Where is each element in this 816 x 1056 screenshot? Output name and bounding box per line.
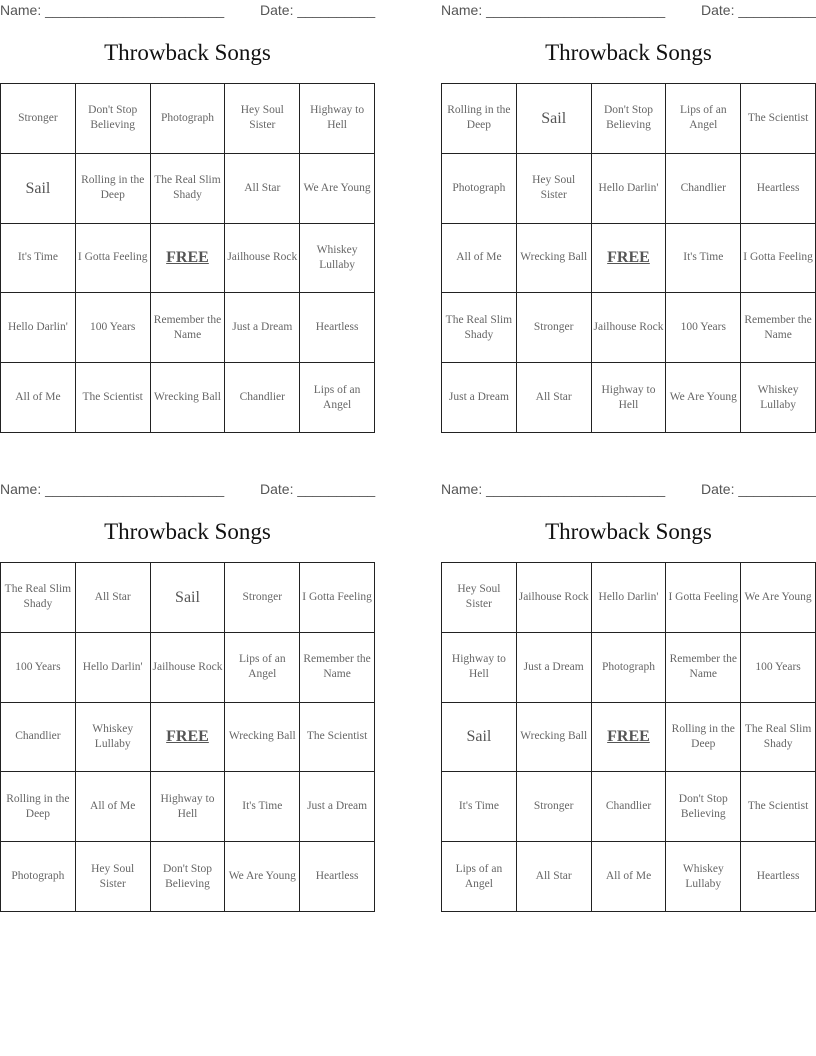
card-title: Throwback Songs bbox=[104, 519, 271, 544]
bingo-cell: Hello Darlin' bbox=[592, 563, 667, 633]
bingo-cell: Sail bbox=[442, 703, 517, 773]
bingo-cell: It's Time bbox=[666, 224, 741, 294]
card-title: Throwback Songs bbox=[104, 40, 271, 65]
bingo-grid bbox=[0, 562, 375, 912]
bingo-cell: Highway to Hell bbox=[300, 84, 375, 154]
bingo-cell: Stronger bbox=[225, 563, 300, 633]
bingo-cell: Chandlier bbox=[225, 363, 300, 433]
bingo-cell: Highway to Hell bbox=[442, 633, 517, 703]
card-title: Throwback Songs bbox=[545, 519, 712, 544]
bingo-cell: All Star bbox=[517, 363, 592, 433]
bingo-cell: The Real Slim Shady bbox=[151, 154, 226, 224]
bingo-cell: Wrecking Ball bbox=[517, 703, 592, 773]
bingo-cell: The Real Slim Shady bbox=[741, 703, 816, 773]
bingo-cell: Jailhouse Rock bbox=[225, 224, 300, 294]
bingo-cell: Photograph bbox=[592, 633, 667, 703]
bingo-cell: Heartless bbox=[300, 293, 375, 363]
bingo-cell: Stronger bbox=[517, 772, 592, 842]
bingo-cell: The Scientist bbox=[741, 772, 816, 842]
bingo-cell: Highway to Hell bbox=[592, 363, 667, 433]
bingo-cell: All Star bbox=[225, 154, 300, 224]
bingo-cell: The Scientist bbox=[741, 84, 816, 154]
bingo-cell: Just a Dream bbox=[517, 633, 592, 703]
bingo-grid bbox=[441, 562, 816, 912]
bingo-cell: Highway to Hell bbox=[151, 772, 226, 842]
bingo-cell: We Are Young bbox=[225, 842, 300, 912]
bingo-cell: Remember the Name bbox=[151, 293, 226, 363]
bingo-cell: The Real Slim Shady bbox=[442, 293, 517, 363]
bingo-cell: All of Me bbox=[442, 224, 517, 294]
bingo-cell: Hello Darlin' bbox=[1, 293, 76, 363]
bingo-cell: 100 Years bbox=[666, 293, 741, 363]
bingo-cell: Don't Stop Believing bbox=[592, 84, 667, 154]
bingo-grid bbox=[441, 83, 816, 433]
bingo-cell: Don't Stop Believing bbox=[76, 84, 151, 154]
bingo-cell: Heartless bbox=[300, 842, 375, 912]
bingo-card-2 bbox=[441, 0, 816, 432]
bingo-cell: Just a Dream bbox=[300, 772, 375, 842]
name-field: Name: _______________________ bbox=[441, 2, 666, 18]
bingo-cell: Sail bbox=[151, 563, 226, 633]
bingo-cell: It's Time bbox=[442, 772, 517, 842]
bingo-cell: Hey Soul Sister bbox=[225, 84, 300, 154]
card-header bbox=[0, 0, 375, 22]
bingo-cell: Chandlier bbox=[592, 772, 667, 842]
bingo-cell: Rolling in the Deep bbox=[442, 84, 517, 154]
bingo-cell: The Scientist bbox=[300, 703, 375, 773]
bingo-cell: Whiskey Lullaby bbox=[666, 842, 741, 912]
name-field: Name: _______________________ bbox=[0, 2, 225, 18]
date-field: Date: __________ bbox=[260, 2, 376, 18]
card-header bbox=[441, 479, 816, 501]
bingo-cell: Chandlier bbox=[1, 703, 76, 773]
bingo-cell: Sail bbox=[1, 154, 76, 224]
bingo-cell: The Scientist bbox=[76, 363, 151, 433]
bingo-cell: I Gotta Feeling bbox=[666, 563, 741, 633]
bingo-cell: Jailhouse Rock bbox=[592, 293, 667, 363]
bingo-cell: Hey Soul Sister bbox=[76, 842, 151, 912]
bingo-cell: Lips of an Angel bbox=[300, 363, 375, 433]
bingo-cell: Hello Darlin' bbox=[592, 154, 667, 224]
card-title: Throwback Songs bbox=[545, 40, 712, 65]
bingo-cell: We Are Young bbox=[741, 563, 816, 633]
bingo-cell: Stronger bbox=[517, 293, 592, 363]
bingo-cell: Sail bbox=[517, 84, 592, 154]
bingo-cell: Wrecking Ball bbox=[151, 363, 226, 433]
bingo-cell: The Real Slim Shady bbox=[1, 563, 76, 633]
bingo-cell: It's Time bbox=[1, 224, 76, 294]
bingo-cell: Stronger bbox=[1, 84, 76, 154]
bingo-cell: All of Me bbox=[592, 842, 667, 912]
bingo-cell: Hey Soul Sister bbox=[517, 154, 592, 224]
bingo-cell: Rolling in the Deep bbox=[1, 772, 76, 842]
bingo-cell: Whiskey Lullaby bbox=[300, 224, 375, 294]
bingo-cell: Whiskey Lullaby bbox=[741, 363, 816, 433]
bingo-cell: Lips of an Angel bbox=[666, 84, 741, 154]
bingo-cell: Just a Dream bbox=[225, 293, 300, 363]
bingo-card-4 bbox=[441, 479, 816, 911]
bingo-cell: Jailhouse Rock bbox=[151, 633, 226, 703]
bingo-cell: Just a Dream bbox=[442, 363, 517, 433]
bingo-cell: Photograph bbox=[151, 84, 226, 154]
bingo-cell: Whiskey Lullaby bbox=[76, 703, 151, 773]
bingo-cell: All Star bbox=[76, 563, 151, 633]
free-space-cell: FREE bbox=[592, 224, 667, 294]
bingo-cell: Jailhouse Rock bbox=[517, 563, 592, 633]
bingo-cell: I Gotta Feeling bbox=[300, 563, 375, 633]
bingo-cell: 100 Years bbox=[1, 633, 76, 703]
free-space-cell: FREE bbox=[151, 703, 226, 773]
bingo-cell: Lips of an Angel bbox=[225, 633, 300, 703]
bingo-cell: We Are Young bbox=[666, 363, 741, 433]
bingo-cell: Remember the Name bbox=[741, 293, 816, 363]
bingo-cell: Don't Stop Believing bbox=[151, 842, 226, 912]
bingo-grid bbox=[0, 83, 375, 433]
bingo-cell: Wrecking Ball bbox=[225, 703, 300, 773]
date-field: Date: __________ bbox=[701, 2, 816, 18]
bingo-cell: Photograph bbox=[1, 842, 76, 912]
bingo-cell: We Are Young bbox=[300, 154, 375, 224]
name-field: Name: _______________________ bbox=[441, 481, 666, 497]
bingo-cell: Hello Darlin' bbox=[76, 633, 151, 703]
bingo-cell: Remember the Name bbox=[300, 633, 375, 703]
bingo-cell: Rolling in the Deep bbox=[666, 703, 741, 773]
free-space-cell: FREE bbox=[151, 224, 226, 294]
bingo-cell: 100 Years bbox=[741, 633, 816, 703]
bingo-cell: Hey Soul Sister bbox=[442, 563, 517, 633]
bingo-cell: It's Time bbox=[225, 772, 300, 842]
bingo-cell: Don't Stop Believing bbox=[666, 772, 741, 842]
bingo-cell: Chandlier bbox=[666, 154, 741, 224]
bingo-cell: All of Me bbox=[1, 363, 76, 433]
bingo-cell: Remember the Name bbox=[666, 633, 741, 703]
bingo-card-3 bbox=[0, 479, 375, 911]
bingo-cell: Photograph bbox=[442, 154, 517, 224]
bingo-cell: All of Me bbox=[76, 772, 151, 842]
card-header bbox=[0, 479, 375, 501]
bingo-cell: All Star bbox=[517, 842, 592, 912]
bingo-cell: 100 Years bbox=[76, 293, 151, 363]
bingo-cell: Lips of an Angel bbox=[442, 842, 517, 912]
bingo-cell: Rolling in the Deep bbox=[76, 154, 151, 224]
card-header bbox=[441, 0, 816, 22]
bingo-card-1 bbox=[0, 0, 375, 432]
bingo-cell: Wrecking Ball bbox=[517, 224, 592, 294]
bingo-cell: I Gotta Feeling bbox=[76, 224, 151, 294]
free-space-cell: FREE bbox=[592, 703, 667, 773]
bingo-cell: I Gotta Feeling bbox=[741, 224, 816, 294]
bingo-cell: Heartless bbox=[741, 842, 816, 912]
bingo-cell: Heartless bbox=[741, 154, 816, 224]
date-field: Date: __________ bbox=[260, 481, 376, 497]
name-field: Name: _______________________ bbox=[0, 481, 225, 497]
date-field: Date: __________ bbox=[701, 481, 816, 497]
